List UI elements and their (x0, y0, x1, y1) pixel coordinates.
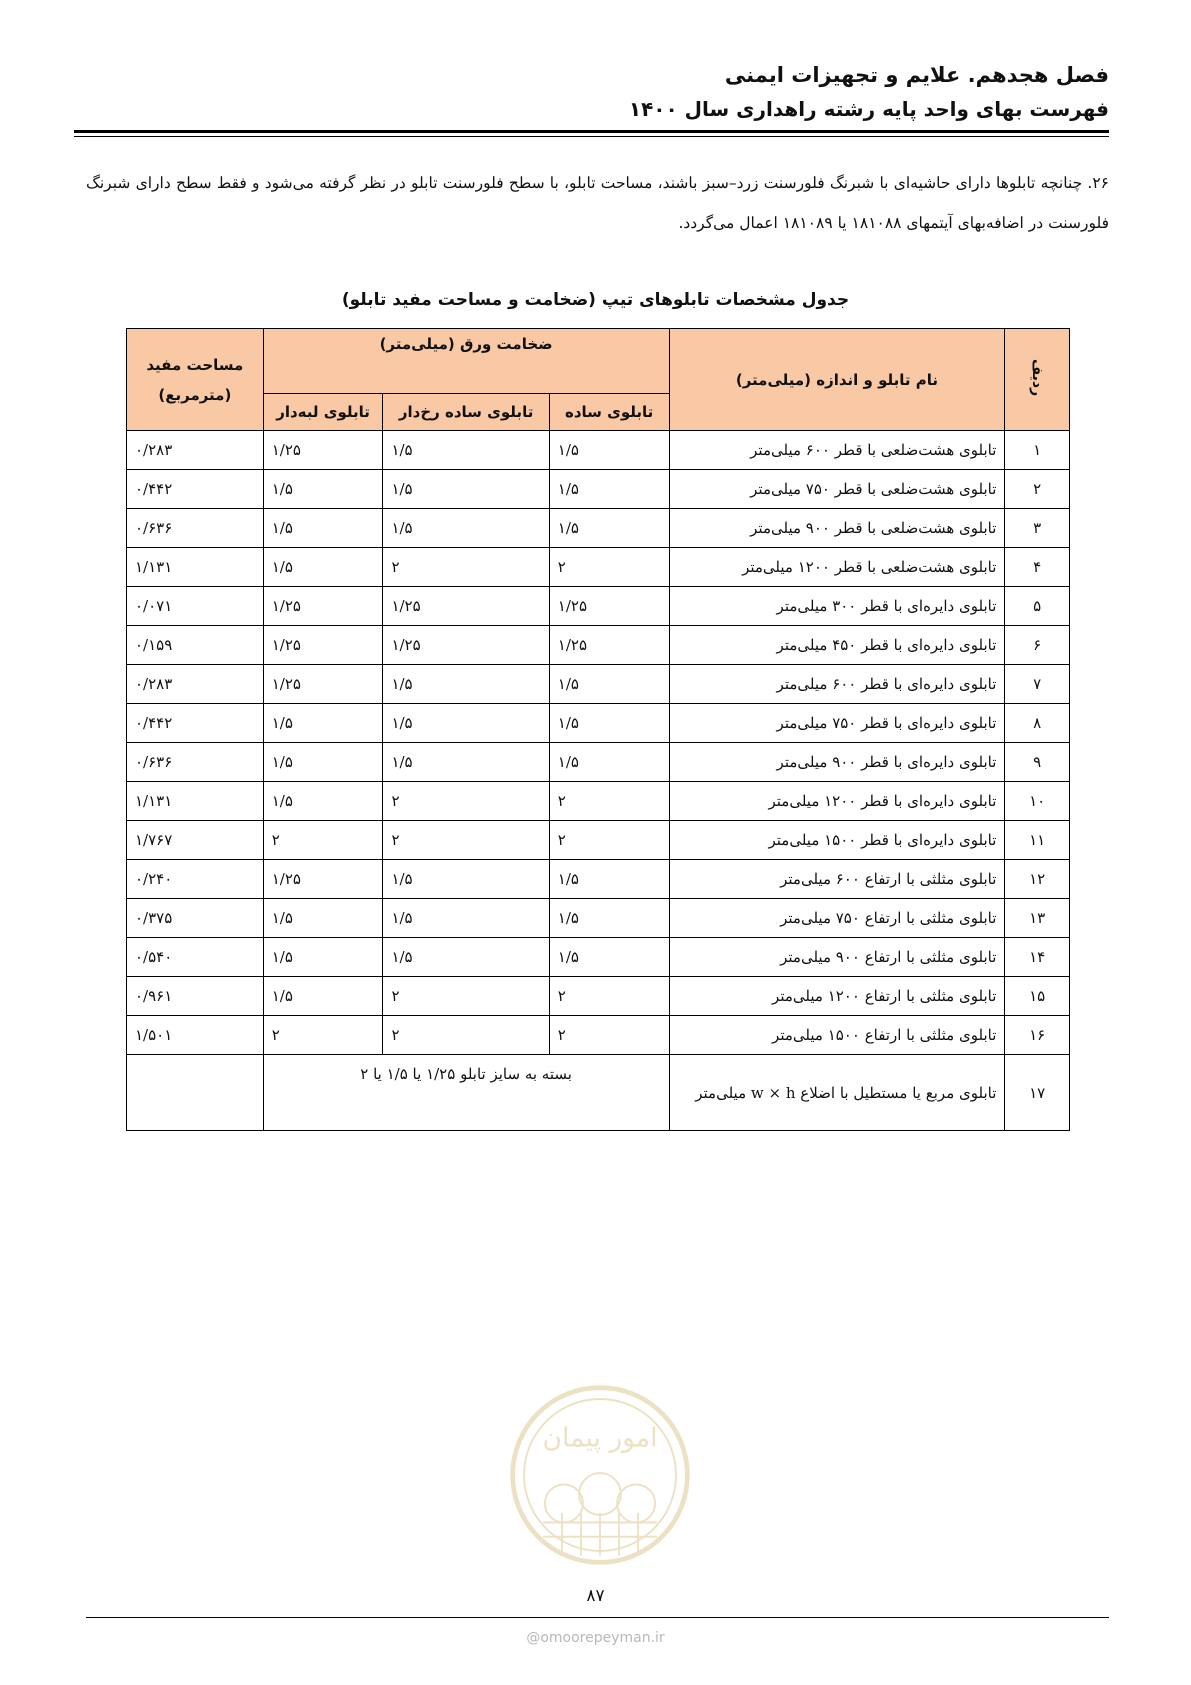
thickness-simple-face: ۱/۵ (383, 860, 549, 899)
table-row (127, 860, 1070, 899)
thickness-simple-face: ۱/۵ (383, 743, 549, 782)
sign-name: تابلوی دایره‌ای با قطر ۹۰۰ میلی‌متر (669, 743, 1005, 782)
row-number: ۷ (1005, 665, 1070, 704)
thickness-edged: ۱/۵ (263, 977, 383, 1016)
useful-area: ۱/۵۰۱ (127, 1016, 264, 1055)
thickness-simple: ۱/۵ (549, 860, 669, 899)
useful-area: ۰/۱۵۹ (127, 626, 264, 665)
thickness-simple: ۲ (549, 821, 669, 860)
header-rule-thick (74, 130, 1109, 133)
useful-area: ۰/۰۷۱ (127, 587, 264, 626)
sign-name: تابلوی هشت‌ضلعی با قطر ۷۵۰ میلی‌متر (669, 470, 1005, 509)
row-number: ۱۶ (1005, 1016, 1070, 1055)
row-number: ۵ (1005, 587, 1070, 626)
sign-name: تابلوی مثلثی با ارتفاع ۱۵۰۰ میلی‌متر (669, 1016, 1005, 1055)
useful-area: ۰/۶۳۶ (127, 509, 264, 548)
table-row (127, 548, 1070, 587)
thickness-simple-face: ۱/۵ (383, 509, 549, 548)
useful-area: ۰/۲۸۳ (127, 431, 264, 470)
sign-name: تابلوی مثلثی با ارتفاع ۶۰۰ میلی‌متر (669, 860, 1005, 899)
header-simple-sign: تابلوی ساده (549, 394, 669, 431)
thickness-edged: ۱/۲۵ (263, 587, 383, 626)
useful-area: ۰/۹۶۱ (127, 977, 264, 1016)
table-row (127, 704, 1070, 743)
thickness-edged: ۱/۵ (263, 938, 383, 977)
thickness-simple-face: ۱/۵ (383, 704, 549, 743)
thickness-simple-face: ۲ (383, 1016, 549, 1055)
thickness-simple-face: ۱/۵ (383, 665, 549, 704)
row-number: ۳ (1005, 509, 1070, 548)
header-useful-area: مساحت مفید (مترمربع) (127, 329, 264, 431)
thickness-simple-face: ۱/۲۵ (383, 626, 549, 665)
thickness-edged: ۱/۵ (263, 548, 383, 587)
thickness-edged: ۲ (263, 821, 383, 860)
sign-name: تابلوی هشت‌ضلعی با قطر ۹۰۰ میلی‌متر (669, 509, 1005, 548)
thickness-edged: ۱/۵ (263, 704, 383, 743)
thickness-simple-face: ۱/۵ (383, 938, 549, 977)
sign-name: تابلوی مثلثی با ارتفاع ۱۲۰۰ میلی‌متر (669, 977, 1005, 1016)
thickness-simple: ۲ (549, 1016, 669, 1055)
thickness-simple: ۱/۵ (549, 509, 669, 548)
thickness-edged: ۱/۵ (263, 782, 383, 821)
sign-name: تابلوی مثلثی با ارتفاع ۹۰۰ میلی‌متر (669, 938, 1005, 977)
sign-name: تابلوی هشت‌ضلعی با قطر ۱۲۰۰ میلی‌متر (669, 548, 1005, 587)
useful-area: ۱/۷۶۷ (127, 821, 264, 860)
useful-area: ۰/۵۴۰ (127, 938, 264, 977)
useful-area: ۰/۴۴۲ (127, 470, 264, 509)
thickness-edged: ۱/۵ (263, 899, 383, 938)
sign-name: تابلوی هشت‌ضلعی با قطر ۶۰۰ میلی‌متر (669, 431, 1005, 470)
thickness-simple: ۱/۵ (549, 899, 669, 938)
table-row (127, 743, 1070, 782)
thickness-simple: ۱/۲۵ (549, 626, 669, 665)
table-row (127, 431, 1070, 470)
thickness-simple: ۱/۵ (549, 938, 669, 977)
chapter-title: فصل هجدهم. علایم و تجهیزات ایمنی (724, 63, 1109, 87)
svg-text:امور پیمان: امور پیمان (542, 1422, 658, 1454)
row-number: ۴ (1005, 548, 1070, 587)
row-number: ۹ (1005, 743, 1070, 782)
thickness-edged: ۱/۵ (263, 743, 383, 782)
header-sign-name: نام تابلو و اندازه (میلی‌متر) (669, 329, 1005, 431)
sign-name: تابلوی دایره‌ای با قطر ۱۵۰۰ میلی‌متر (669, 821, 1005, 860)
useful-area: ۰/۶۳۶ (127, 743, 264, 782)
useful-area: ۰/۲۸۳ (127, 665, 264, 704)
thickness-simple: ۱/۵ (549, 431, 669, 470)
table-row (127, 821, 1070, 860)
sign-spec-table (126, 328, 1070, 1131)
sign-name: تابلوی دایره‌ای با قطر ۷۵۰ میلی‌متر (669, 704, 1005, 743)
table-row (127, 470, 1070, 509)
thickness-simple-face: ۱/۵ (383, 470, 549, 509)
sign-name: تابلوی مثلثی با ارتفاع ۷۵۰ میلی‌متر (669, 899, 1005, 938)
table-row (127, 977, 1070, 1016)
row-number: ۸ (1005, 704, 1070, 743)
thickness-simple: ۱/۵ (549, 704, 669, 743)
thickness-simple-face: ۱/۵ (383, 899, 549, 938)
table-row (127, 509, 1070, 548)
table-row (127, 665, 1070, 704)
thickness-simple: ۲ (549, 548, 669, 587)
header-row-number: ردیف (1005, 329, 1070, 431)
table-row (127, 1016, 1070, 1055)
page-number: ۸۷ (586, 1586, 605, 1606)
thickness-simple: ۱/۵ (549, 665, 669, 704)
header-simple-face-sign: تابلوی ساده رخ‌دار (383, 394, 549, 431)
thickness-simple: ۱/۲۵ (549, 587, 669, 626)
thickness-simple-face: ۲ (383, 782, 549, 821)
table-body (127, 431, 1070, 1131)
thickness-simple: ۱/۵ (549, 743, 669, 782)
table-row (127, 626, 1070, 665)
thickness-simple-face: ۲ (383, 977, 549, 1016)
thickness-simple-face: ۲ (383, 548, 549, 587)
table-row (127, 587, 1070, 626)
thickness-edged: ۱/۵ (263, 470, 383, 509)
row-number: ۱ (1005, 431, 1070, 470)
useful-area: ۱/۱۳۱ (127, 782, 264, 821)
row-number: ۱۳ (1005, 899, 1070, 938)
header-sheet-thickness: ضخامت ورق (میلی‌متر) (263, 329, 669, 394)
row-number: ۱۰ (1005, 782, 1070, 821)
row-number: ۱۵ (1005, 977, 1070, 1016)
useful-area: ۰/۲۴۰ (127, 860, 264, 899)
thickness-edged: ۱/۲۵ (263, 626, 383, 665)
row-number: ۱۴ (1005, 938, 1070, 977)
header-rule-thin (74, 136, 1109, 137)
price-list-title: فهرست بهای واحد پایه رشته راهداری سال ۱۴۰۰ (628, 97, 1109, 121)
sign-name: تابلوی دایره‌ای با قطر ۳۰۰ میلی‌متر (669, 587, 1005, 626)
thickness-simple-face: ۱/۲۵ (383, 587, 549, 626)
table-row (127, 782, 1070, 821)
table-title: جدول مشخصات تابلوهای تیپ (ضخامت و مساحت مفید تابلو) (341, 290, 850, 310)
thickness-edged: ۱/۲۵ (263, 431, 383, 470)
table-row (127, 899, 1070, 938)
thickness-simple: ۲ (549, 977, 669, 1016)
note-paragraph: ۲۶. چنانچه تابلوها دارای حاشیه‌ای با شبرنگ فلورسنت زرد–سبز باشند، مساحت تابلو، با سطح فلورسنت تابلو در نظر گرفته می‌شود و فقط سطح دارای شبرنگ فلورسنت در اضافه‌بهای آیتمهای ۱۸۱۰۸۸ یا ۱۸۱۰۸۹ اعمال می‌گردد. (86, 174, 1109, 232)
omoorepeyman-seal-logo (505, 1380, 695, 1570)
useful-area: ۰/۳۷۵ (127, 899, 264, 938)
thickness-edged: ۱/۵ (263, 509, 383, 548)
watermark-url: @omoorepeyman.ir (526, 1630, 665, 1646)
row-number: ۱۱ (1005, 821, 1070, 860)
sign-name: تابلوی مربع یا مستطیل با اضلاع w × h میلی‌متر (669, 1055, 1005, 1131)
useful-area: ۰/۴۴۲ (127, 704, 264, 743)
footer-rule (86, 1617, 1109, 1618)
useful-area (127, 1055, 264, 1131)
row-number: ۲ (1005, 470, 1070, 509)
thickness-edged: ۱/۲۵ (263, 665, 383, 704)
sign-name: تابلوی دایره‌ای با قطر ۶۰۰ میلی‌متر (669, 665, 1005, 704)
sign-name: تابلوی دایره‌ای با قطر ۴۵۰ میلی‌متر (669, 626, 1005, 665)
thickness-simple-face: ۲ (383, 821, 549, 860)
row-number: ۶ (1005, 626, 1070, 665)
sign-name: تابلوی دایره‌ای با قطر ۱۲۰۰ میلی‌متر (669, 782, 1005, 821)
row-number: ۱۷ (1005, 1055, 1070, 1131)
page-header (629, 58, 1109, 126)
table-row-17 (127, 1055, 1070, 1131)
thickness-simple: ۱/۵ (549, 470, 669, 509)
table-row (127, 938, 1070, 977)
thickness-edged: ۲ (263, 1016, 383, 1055)
thickness-simple-face: ۱/۵ (383, 431, 549, 470)
thickness-simple: ۲ (549, 782, 669, 821)
useful-area: ۱/۱۳۱ (127, 548, 264, 587)
thickness-note: بسته به سایز تابلو ۱/۲۵ یا ۱/۵ یا ۲ (263, 1055, 669, 1131)
thickness-edged: ۱/۲۵ (263, 860, 383, 899)
header-edged-sign: تابلوی لبه‌دار (263, 394, 383, 431)
row-number: ۱۲ (1005, 860, 1070, 899)
